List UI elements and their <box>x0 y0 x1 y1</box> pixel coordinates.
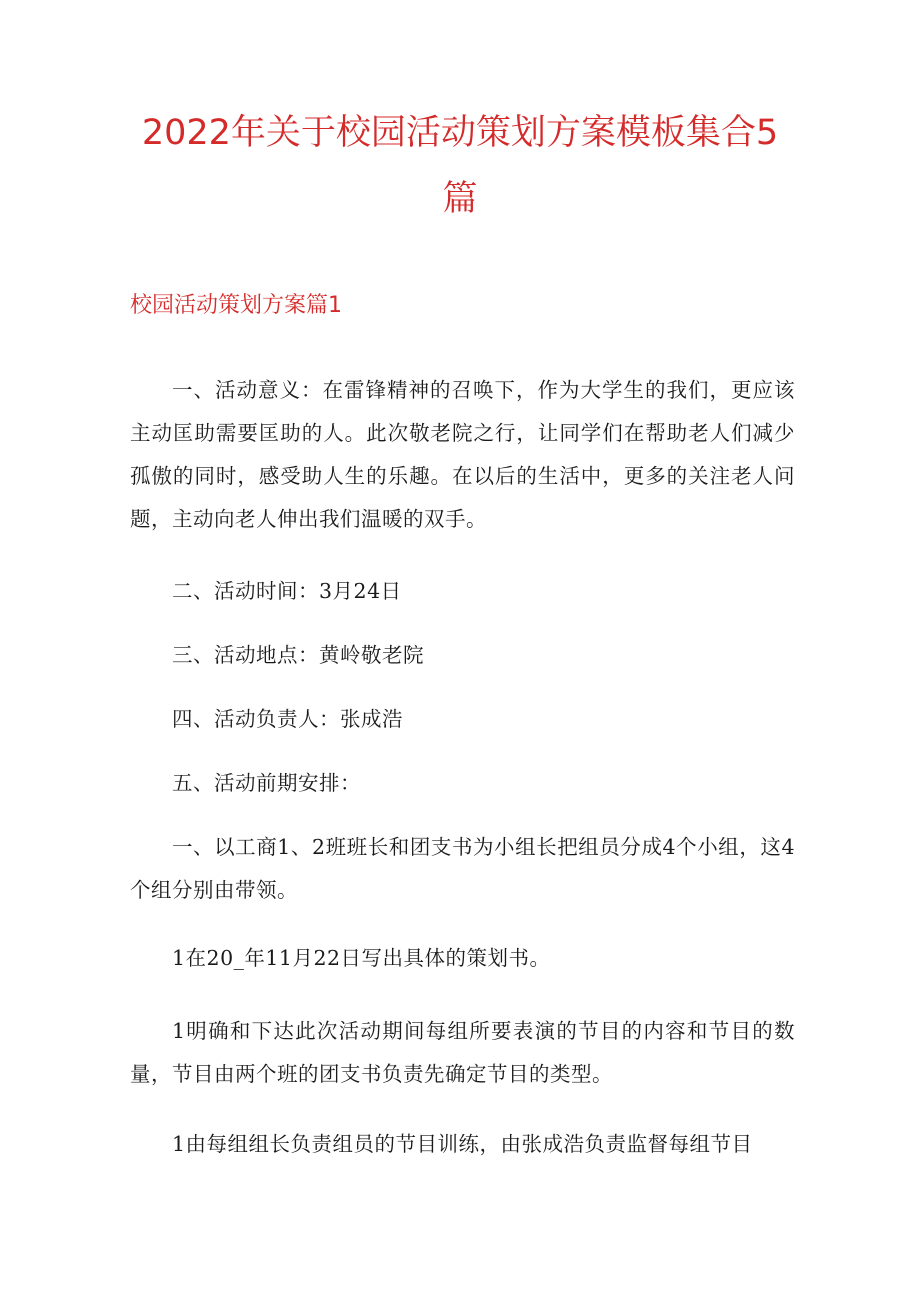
section-heading: 校园活动策划方案篇1 <box>130 293 342 318</box>
paragraph-program-content: 1明确和下达此次活动期间每组所要表演的节目的内容和节目的数量，节目由两个班的团支书负责先确定节目的类型。 <box>130 1019 795 1086</box>
paragraph-leader: 四、活动负责人：张成浩 <box>172 707 403 731</box>
paragraph-groups: 一、以工商1、2班班长和团支书为小组长把组员分成4个小组，这4个组分别由带领。 <box>130 835 795 902</box>
document-title-line1: 2022年关于校园活动策划方案模板集合5 <box>141 113 779 153</box>
paragraph-significance: 一、活动意义：在雷锋精神的召唤下，作为大学生的我们，更应该主动匡助需要匡助的人。此次敬老院之行，让同学们在帮助老人们减少孤傲的同时，感受助人生的乐趣。在以后的生活中，更多的关注老人问题，主动向老人伸出我们温暖的双手。 <box>130 378 795 531</box>
paragraph-preparation: 五、活动前期安排： <box>172 771 361 795</box>
paragraph-program-training: 1由每组组长负责组员的节目训练，由张成浩负责监督每组节目 <box>172 1132 753 1156</box>
paragraph-plan-writing: 1在20_年11月22日写出具体的策划书。 <box>172 946 551 970</box>
document-title-line2: 篇 <box>442 179 478 219</box>
paragraph-time: 二、活动时间：3月24日 <box>172 579 402 603</box>
document-title <box>120 100 800 232</box>
paragraph-location: 三、活动地点：黄岭敬老院 <box>172 643 424 667</box>
